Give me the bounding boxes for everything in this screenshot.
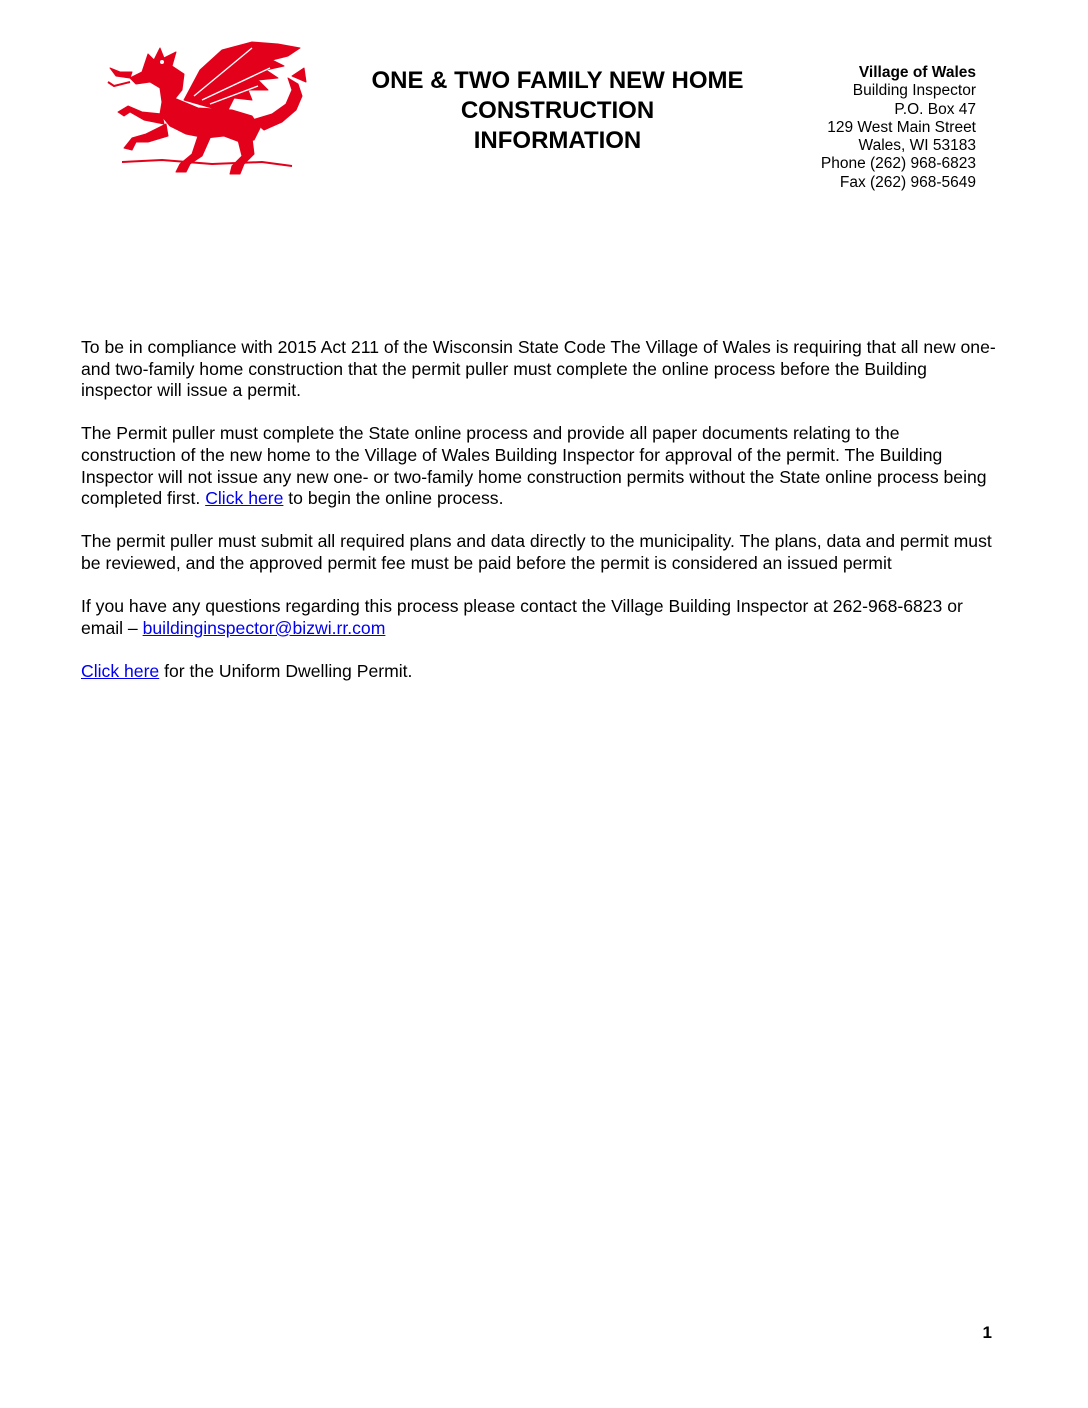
address-street: 129 West Main Street bbox=[827, 118, 976, 136]
paragraph-online-process bbox=[81, 423, 996, 509]
address-fax: Fax (262) 968-5649 bbox=[839, 173, 976, 191]
paragraph-uniform-permit bbox=[81, 661, 996, 683]
paragraph-contact-text: If you have any questions regarding this process please contact the Village Building Inspector at 262-968-6823 or email – bbox=[81, 596, 963, 638]
address-city: Wales, WI 53183 bbox=[858, 137, 976, 155]
document-body bbox=[81, 337, 996, 704]
address-po-box: P.O. Box 47 bbox=[894, 100, 976, 118]
paragraph-online-process-text: The Permit puller must complete the State online process and provide all paper documents relating to the construction of the new home to the Village of Wales Building Inspector for approval of the permit. The Building Inspector will not issue any new one- or two-family home construction permits without the State online process being completed first. bbox=[81, 423, 987, 509]
paragraph-compliance: To be in compliance with 2015 Act 211 of the Wisconsin State Code The Village of Wales is requiring that all new one- and two-family home construction that the permit puller must complete the online process before the Building inspector will issue a permit. bbox=[81, 337, 996, 401]
address-dept: Building Inspector bbox=[852, 82, 976, 100]
page-title bbox=[355, 66, 760, 156]
paragraph-contact bbox=[81, 596, 996, 639]
address-block bbox=[716, 64, 976, 192]
title-line-2: CONSTRUCTION bbox=[460, 97, 655, 124]
paragraph-submit-plans: The permit puller must submit all required plans and data directly to the municipality. The plans, data and permit must be reviewed, and the approved permit fee must be paid before the permit is considered an issued permit bbox=[81, 531, 992, 573]
address-org: Village of Wales bbox=[858, 64, 976, 81]
uniform-permit-link[interactable]: Click here bbox=[81, 660, 160, 681]
paragraph-online-process-tail: to begin the online process. bbox=[283, 488, 504, 509]
address-phone: Phone (262) 968-6823 bbox=[820, 155, 976, 173]
title-line-3: INFORMATION bbox=[473, 127, 642, 154]
paragraph-uniform-permit-tail: for the Uniform Dwelling Permit. bbox=[159, 660, 413, 681]
online-process-link[interactable]: Click here bbox=[205, 488, 284, 509]
page-number: 1 bbox=[982, 1323, 992, 1342]
email-link[interactable]: buildinginspector@bizwi.rr.com bbox=[142, 617, 386, 638]
title-line-1: ONE & TWO FAMILY NEW HOME bbox=[371, 67, 744, 94]
welsh-dragon-icon bbox=[102, 38, 312, 178]
